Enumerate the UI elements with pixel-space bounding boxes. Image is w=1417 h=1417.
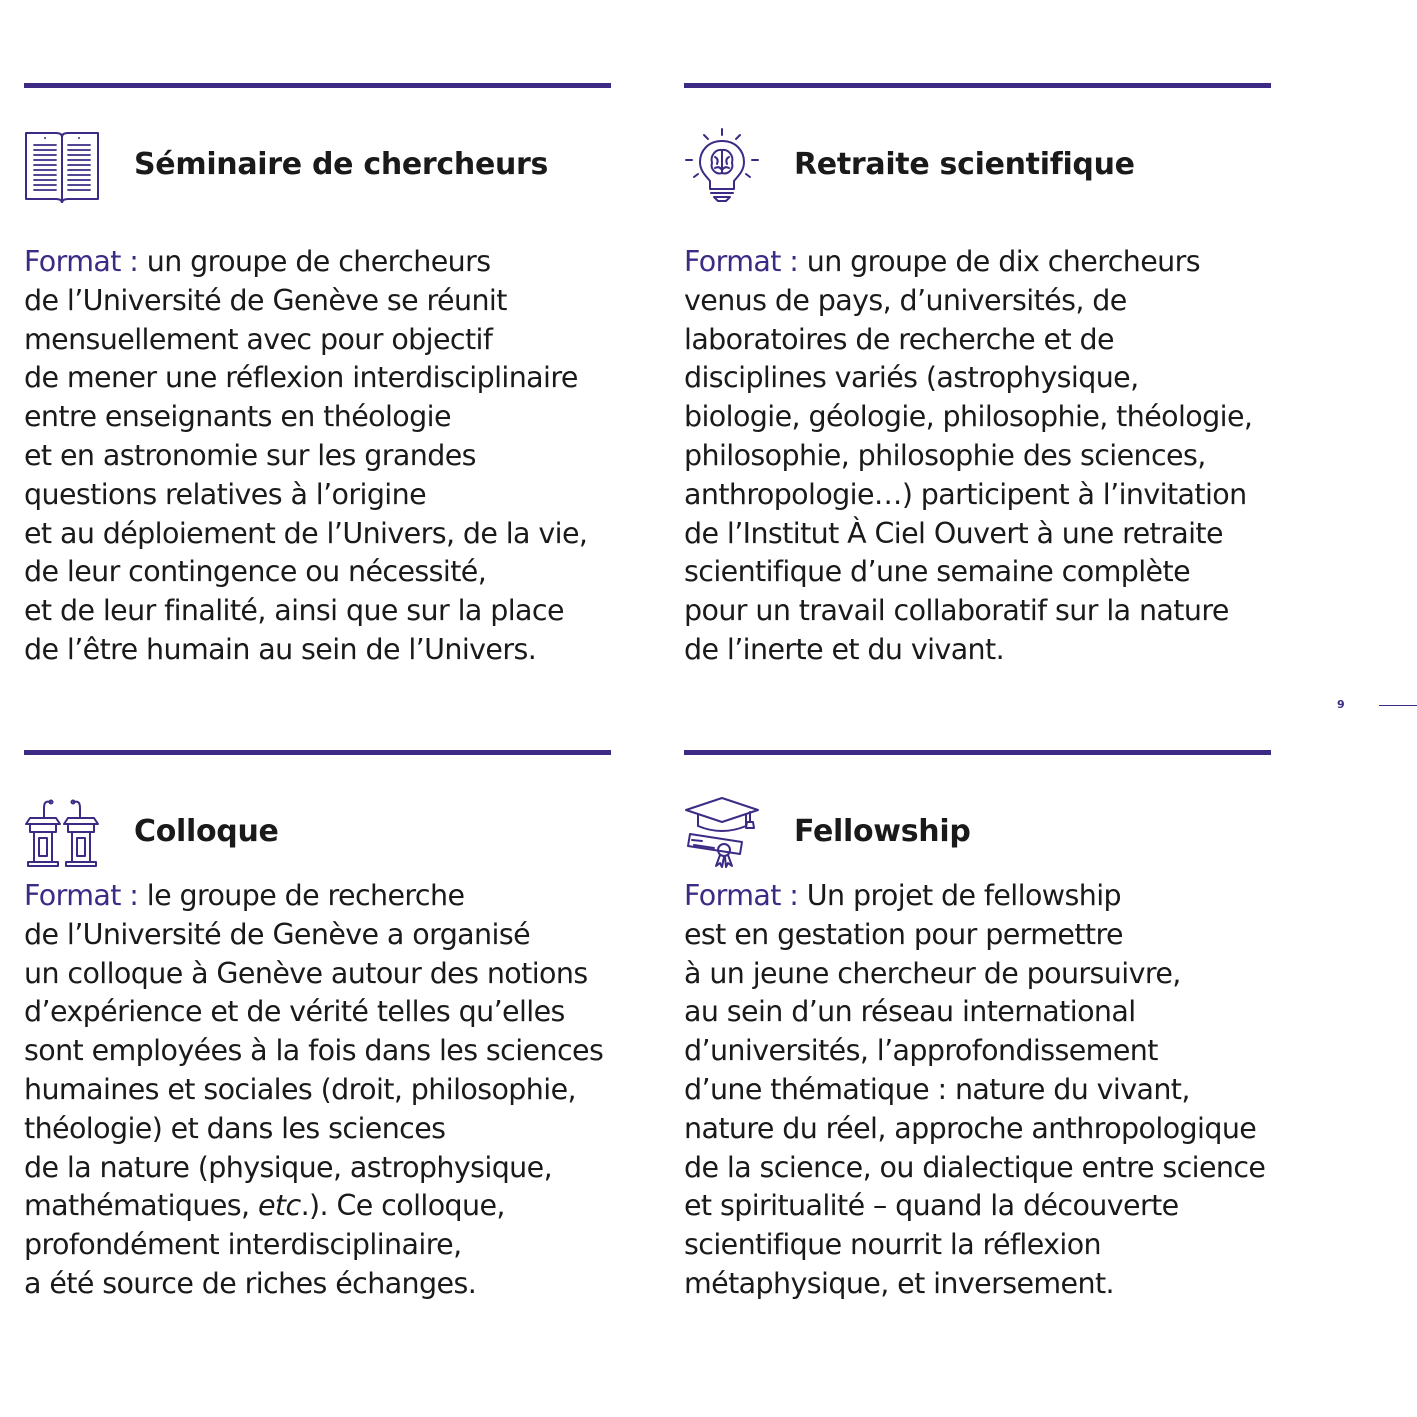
section-body (684, 877, 1284, 1304)
page-number-rule (1379, 705, 1417, 706)
section-body (684, 243, 1284, 670)
format-label: Format : (684, 879, 799, 912)
lecterns-icon (24, 794, 100, 870)
section-text-end: .). Ce colloque, profondément interdisciplinaire, a été source de riches échanges. (24, 1189, 505, 1300)
section-text: le groupe de recherche de l’Université de Genève a organisé un colloque à Genève autour des notions d’expérience et de vérité telles qu’elles sont employées à la fois dans les sciences humaines et sociales (droit, philosophie, théologie) et dans les sciences de la nature (physique, astrophysique, mathématiques, (24, 879, 604, 1223)
section-title: Retraite scientifique (794, 147, 1135, 182)
lightbulb-brain-icon (684, 127, 760, 203)
format-label: Format : (24, 245, 139, 278)
section-divider (24, 83, 611, 88)
section-text-italic: etc (257, 1189, 301, 1223)
format-label: Format : (684, 245, 799, 278)
section-title: Fellowship (794, 814, 971, 849)
format-label: Format : (24, 879, 139, 912)
section-divider (684, 750, 1271, 755)
section-divider (24, 750, 611, 755)
section-title: Colloque (134, 814, 279, 849)
section-text: Un projet de fellowship est en gestation pour permettre à un jeune chercheur de poursuivre, au sein d’un réseau international d’universités, l’approfondissement d’une thématique : nature du vivant, nature du réel, approche anthropologique de la science, ou dialectique entre science et spiritualité – quand la découverte scientifique nourrit la réflexion métaphysique, et inversement. (684, 879, 1266, 1300)
page-number: 9 (1337, 698, 1345, 711)
section-divider (684, 83, 1271, 88)
graduation-cap-diploma-icon (684, 794, 760, 870)
section-text: un groupe de dix chercheurs venus de pays, d’universités, de laboratoires de recherche et de disciplines variés (astrophysique, biologie, géologie, philosophie, théologie, philosophie, philosophie des sciences, anthropologie…) participent à l’invitation de l’Institut À Ciel Ouvert à une retraite scientifique d’une semaine complète pour un travail collaboratif sur la nature de l’inerte et du vivant. (684, 245, 1253, 666)
section-body (24, 243, 624, 670)
section-text: un groupe de chercheurs de l’Université de Genève se réunit mensuellement avec pour objectif de mener une réflexion interdisciplinaire entre enseignants en théologie et en astronomie sur les grandes questions relatives à l’origine et au déploiement de l’Univers, de la vie, de leur contingence ou nécessité, et de leur finalité, ainsi que sur la place de l’être humain au sein de l’Univers. (24, 245, 588, 666)
section-title: Séminaire de chercheurs (134, 147, 549, 182)
section-body (24, 877, 624, 1304)
open-book-icon (24, 127, 100, 203)
